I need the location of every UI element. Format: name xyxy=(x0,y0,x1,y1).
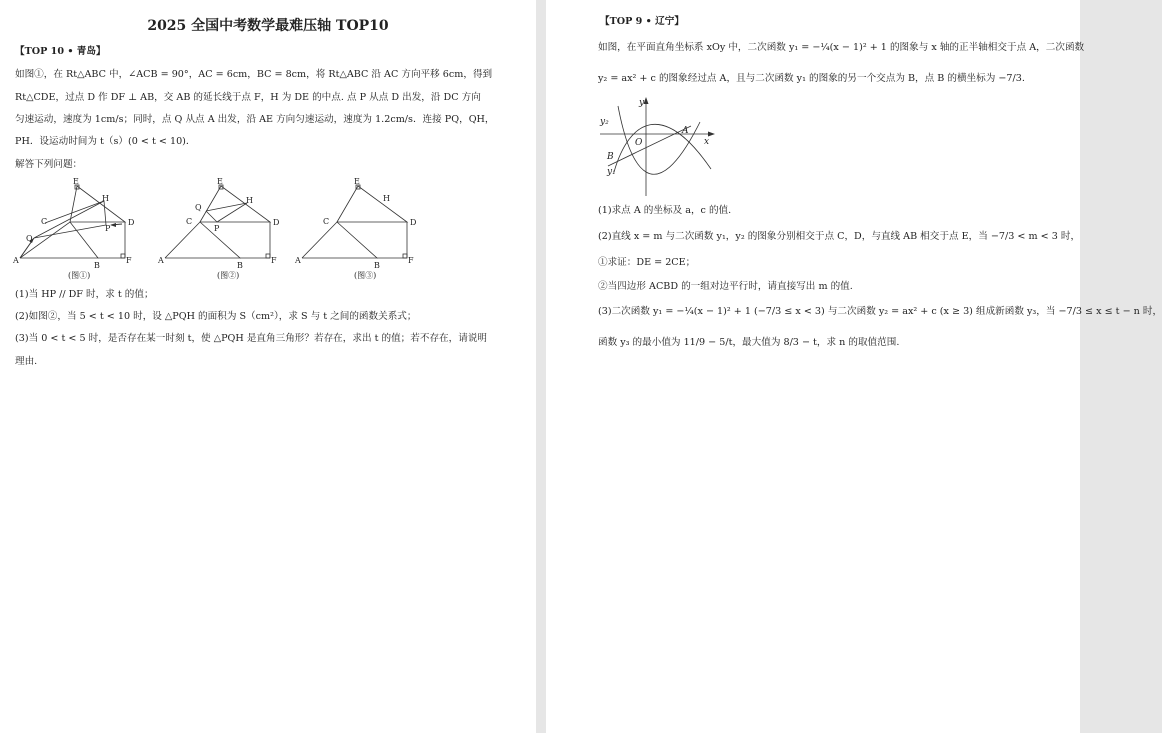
question-line: ②当四边形 ACBD 的一组对边平行时，请直接写出 m 的值. xyxy=(598,281,853,292)
section-heading: 【TOP 10 • 青岛】 xyxy=(15,46,106,57)
question-line: (1)当 HP // DF 时，求 t 的值； xyxy=(15,289,154,300)
section-heading: 【TOP 9 • 辽宁】 xyxy=(600,16,684,27)
question-line: (3)二次函数 y₁ = −¼(x − 1)² + 1 (−7/3 ≤ x < 3) 与二次函数 y₂ = ax² + c (x ≥ 3) 组成新函数 y₃，当 −7/3 ≤ x ≤ t − n 时， xyxy=(598,306,1162,317)
origin-label: O xyxy=(635,138,643,148)
figure-caption: (图③) xyxy=(354,271,377,280)
question-line: (1)求点 A 的坐标及 a，c 的值. xyxy=(598,205,732,216)
figure-label: P xyxy=(105,224,111,233)
problem-line: 如图，在平面直角坐标系 xOy 中，二次函数 y₁ = −¼(x − 1)² + 1 的图象与 x 轴的正半轴相交于点 A，二次函数 xyxy=(598,42,1085,53)
question-line: (2)如图②，当 5 < t < 10 时，设 △PQH 的面积为 S（cm²），求 S 与 t 之间的函数关系式； xyxy=(15,311,417,322)
figure-caption: (图②) xyxy=(217,271,240,280)
figure-3 xyxy=(292,175,422,285)
curve-label-y2: y₂ xyxy=(600,117,609,127)
problem-line: PH．设运动时间为 t（s）(0 < t < 10)． xyxy=(15,136,196,147)
left-page xyxy=(0,0,536,733)
problem-line: 如图①，在 Rt△ABC 中，∠ACB = 90°，AC = 6cm，BC = 8cm，将 Rt△ABC 沿 AC 方向平移 6cm，得到 xyxy=(15,69,493,80)
problem-line: 解答下列问题： xyxy=(15,159,83,170)
figure-label: A xyxy=(295,256,301,265)
figure-label: A xyxy=(13,256,19,265)
figure-label: F xyxy=(126,256,132,265)
figure-label: C xyxy=(186,217,193,226)
figure-label: B xyxy=(237,261,243,270)
figure-label: H xyxy=(383,194,390,203)
question-line: 函数 y₃ 的最小值为 11/9 − 5/t，最大值为 8/3 − t，求 n 的取值范围. xyxy=(598,337,900,348)
figure-label: Q xyxy=(26,234,33,243)
problem-line: Rt△CDE，过点 D 作 DF ⊥ AB，交 AB 的延长线于点 F，H 为 DE 的中点. 点 P 从点 D 出发，沿 DC 方向 xyxy=(15,92,481,103)
figure-label: D xyxy=(273,218,280,227)
figure-label: C xyxy=(41,217,48,226)
figure-label: F xyxy=(271,256,277,265)
figure-2 xyxy=(155,175,285,285)
curve-label-y1: y₁ xyxy=(607,167,616,177)
figure-label: B xyxy=(374,261,380,270)
parabola-graph xyxy=(596,94,721,202)
problem-line: 匀速运动，速度为 1cm/s；同时，点 Q 从点 A 出发，沿 AE 方向匀速运动，速度为 1.2cm/s．连接 PQ，QH， xyxy=(15,114,495,125)
point-b-label: B xyxy=(607,152,614,162)
figure-label: B xyxy=(94,261,100,270)
figure-label: F xyxy=(408,256,414,265)
figure-1 xyxy=(10,175,140,285)
point-a-label: A xyxy=(682,126,689,136)
question-line: 理由. xyxy=(15,356,38,367)
figure-label: A xyxy=(158,256,164,265)
figure-label: P xyxy=(214,224,220,233)
document-title: 2025 全国中考数学最难压轴 TOP10 xyxy=(147,18,389,34)
figure-label: E xyxy=(73,177,79,186)
figure-label: D xyxy=(128,218,135,227)
right-page xyxy=(546,0,1162,733)
figure-label: H xyxy=(246,196,253,205)
question-line: (2)直线 x = m 与二次函数 y₁，y₂ 的图象分别相交于点 C，D，与直线 AB 相交于点 E，当 −7/3 < m < 3 时， xyxy=(598,231,1081,242)
figure-label: E xyxy=(354,177,360,186)
figure-label: C xyxy=(323,217,330,226)
question-line: (3)当 0 < t < 5 时，是否存在某一时刻 t，使 △PQH 是直角三角形？若存在，求出 t 的值；若不存在，请说明 xyxy=(15,333,488,344)
figure-label: D xyxy=(410,218,417,227)
figure-label: Q xyxy=(195,203,202,212)
question-line: ①求证：DE = 2CE； xyxy=(598,257,696,268)
problem-line: y₂ = ax² + c 的图象经过点 A，且与二次函数 y₁ 的图象的另一个交点为 B，点 B 的横坐标为 −7/3. xyxy=(598,73,1025,84)
x-axis-label: x xyxy=(704,137,710,147)
figure-label: H xyxy=(102,194,109,203)
y-axis-label: y xyxy=(639,98,645,108)
figure-caption: (图①) xyxy=(68,271,91,280)
figure-label: E xyxy=(217,177,223,186)
